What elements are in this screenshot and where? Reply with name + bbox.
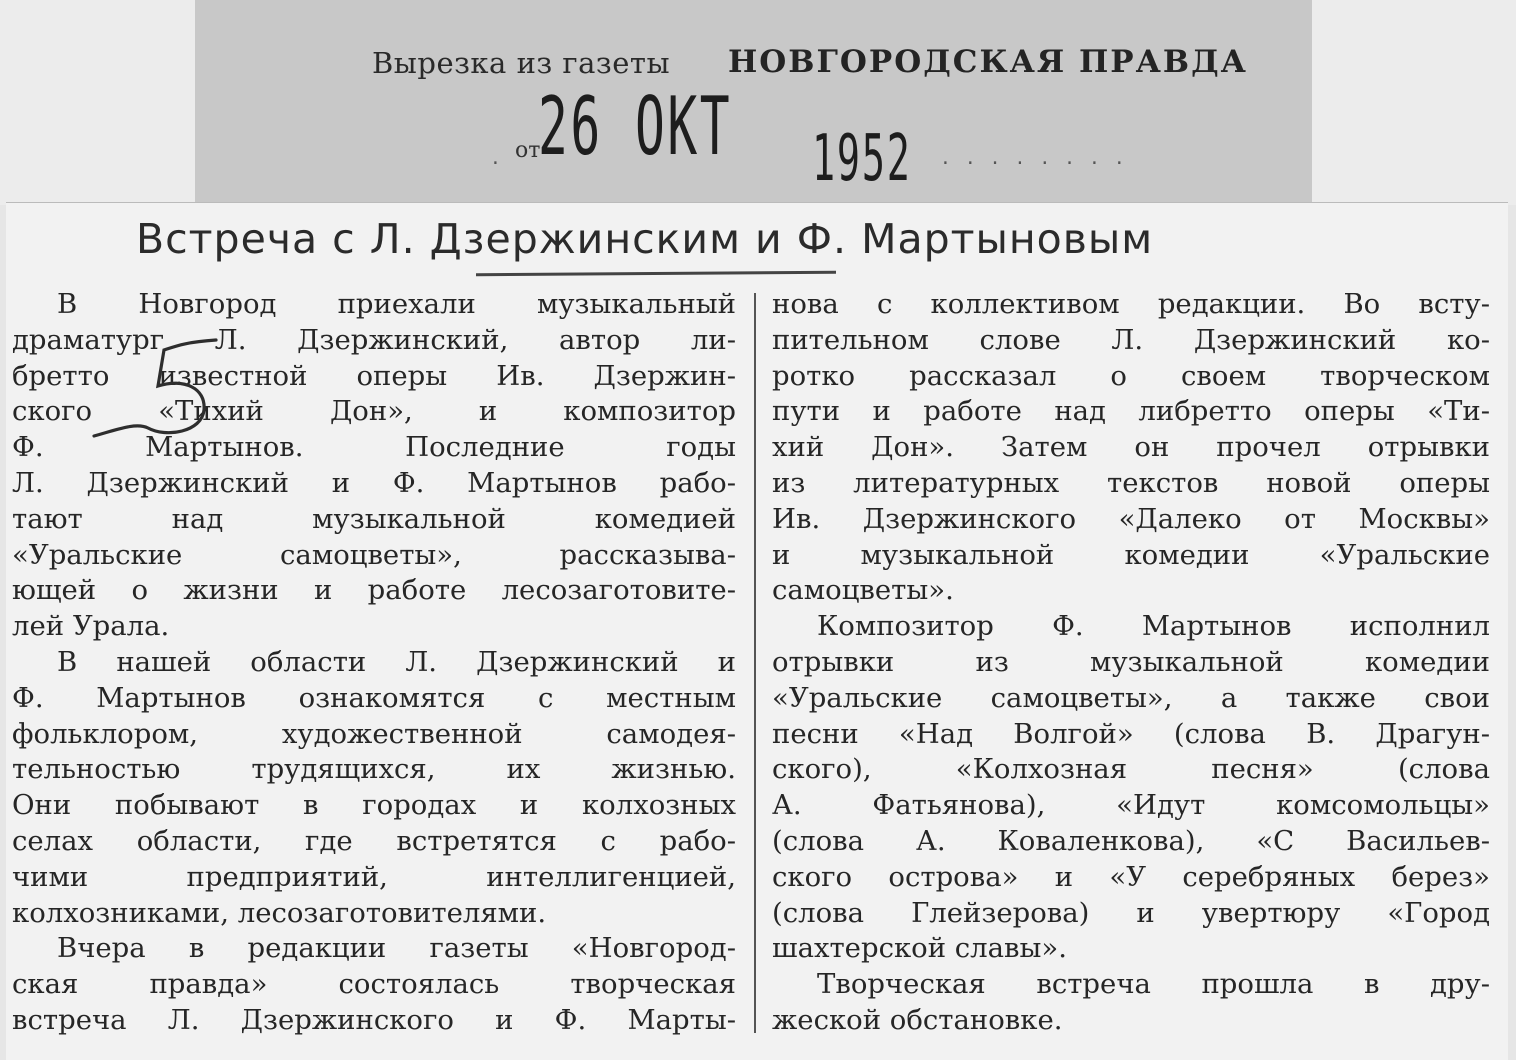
article-line: Ф. Мартынов ознакомятся с местным xyxy=(12,681,736,714)
article-line: Ив. Дзержинского «Далеко от Москвы» xyxy=(772,502,1490,535)
article-line: тельностью трудящихся, их жизнью. xyxy=(12,753,736,786)
article-line: «Уральские самоцветы», а также свои xyxy=(772,681,1490,714)
right-margin-strip xyxy=(1312,0,1516,205)
article-line: ющей о жизни и работе лесозаготовите- xyxy=(12,574,736,607)
article-line: бретто известной оперы Ив. Дзержин- xyxy=(12,359,736,392)
article-line: хий Дон». Затем он прочел отрывки xyxy=(772,431,1490,464)
newspaper-name: НОВГОРОДСКАЯ ПРАВДА xyxy=(728,44,1248,80)
article-line: драматург Л. Дзержинский, автор ли- xyxy=(12,323,736,356)
date-dots-left: . xyxy=(490,148,515,169)
article-line: ского «Тихий Дон», и композитор xyxy=(12,395,736,428)
article-line: самоцветы». xyxy=(772,574,954,607)
article-line: нова с коллективом редакции. Во всту- xyxy=(772,288,1490,320)
article-line: селах области, где встретятся с рабо- xyxy=(12,824,736,857)
article-line: Л. Дзержинский и Ф. Мартынов рабо- xyxy=(12,466,736,499)
article-line: отрывки из музыкальной комедии xyxy=(772,645,1490,678)
article-line: и музыкальной комедии «Уральские xyxy=(772,538,1490,571)
date-dots-right: ........ xyxy=(940,148,1139,169)
clipping-label-card xyxy=(195,0,1312,205)
article-line: из литературных текстов новой оперы xyxy=(772,466,1490,499)
date-year: 1952 xyxy=(812,122,912,196)
article-column-right xyxy=(772,287,1490,1039)
article-line: пути и работе над либретто оперы «Ти- xyxy=(772,395,1490,428)
article-line: ского острова» и «У серебряных берез» xyxy=(772,860,1490,893)
article-line: шахтерской славы». xyxy=(772,932,1067,965)
article-line: колхозниками, лесозаготовителями. xyxy=(12,896,547,929)
article-line: «Уральские самоцветы», рассказыва- xyxy=(12,538,736,571)
article-line: ротко рассказал о своем творческом xyxy=(772,359,1490,392)
article-line: Вчера в редакции газеты «Новгород- xyxy=(57,932,736,965)
article-line: Они побывают в городах и колхозных xyxy=(12,789,736,822)
article-line: тают над музыкальной комедией xyxy=(12,502,736,535)
pencil-underline xyxy=(476,271,836,277)
article-line: В нашей области Л. Дзержинский и xyxy=(57,645,736,678)
article-line: ского), «Колхозная песня» (слова xyxy=(772,753,1490,786)
column-divider xyxy=(754,293,756,1033)
article-line: Творческая встреча прошла в дру- xyxy=(817,968,1490,1001)
article-line: ская правда» состоялась творческая xyxy=(12,968,736,1001)
article-line: А. Фатьянова), «Идут комсомольцы» xyxy=(772,789,1490,822)
article-line: В Новгород приехали музыкальный xyxy=(57,288,736,320)
article-line: пительном слове Л. Дзержинский ко- xyxy=(772,323,1490,356)
left-margin-strip xyxy=(0,0,195,205)
article-line: Композитор Ф. Мартынов исполнил xyxy=(817,610,1490,643)
article-line: Ф. Мартынов. Последние годы xyxy=(12,431,736,464)
article-line: встреча Л. Дзержинского и Ф. Марты- xyxy=(12,1003,736,1036)
article-line: лей Урала. xyxy=(12,610,170,643)
clipping-label: Вырезка из газеты xyxy=(372,46,671,80)
handwritten-number-mark xyxy=(66,328,236,448)
article-line: жеской обстановке. xyxy=(772,1003,1063,1036)
date-prefix: от xyxy=(515,138,541,163)
newspaper-clipping xyxy=(6,203,1508,1060)
article-line: песни «Над Волгой» (слова В. Драгун- xyxy=(772,717,1490,750)
article-headline: Встреча с Л. Дзержинским и Ф. Мартыновым xyxy=(136,215,1154,263)
article-line: чими предприятий, интеллигенцией, xyxy=(12,860,736,893)
article-line: (слова А. Коваленкова), «С Васильев- xyxy=(772,824,1490,857)
date-stamp: 26 ОКТ xyxy=(538,80,733,173)
article-line: (слова Глейзерова) и увертюру «Город xyxy=(772,896,1490,929)
article-line: фольклором, художественной самодея- xyxy=(12,717,736,750)
